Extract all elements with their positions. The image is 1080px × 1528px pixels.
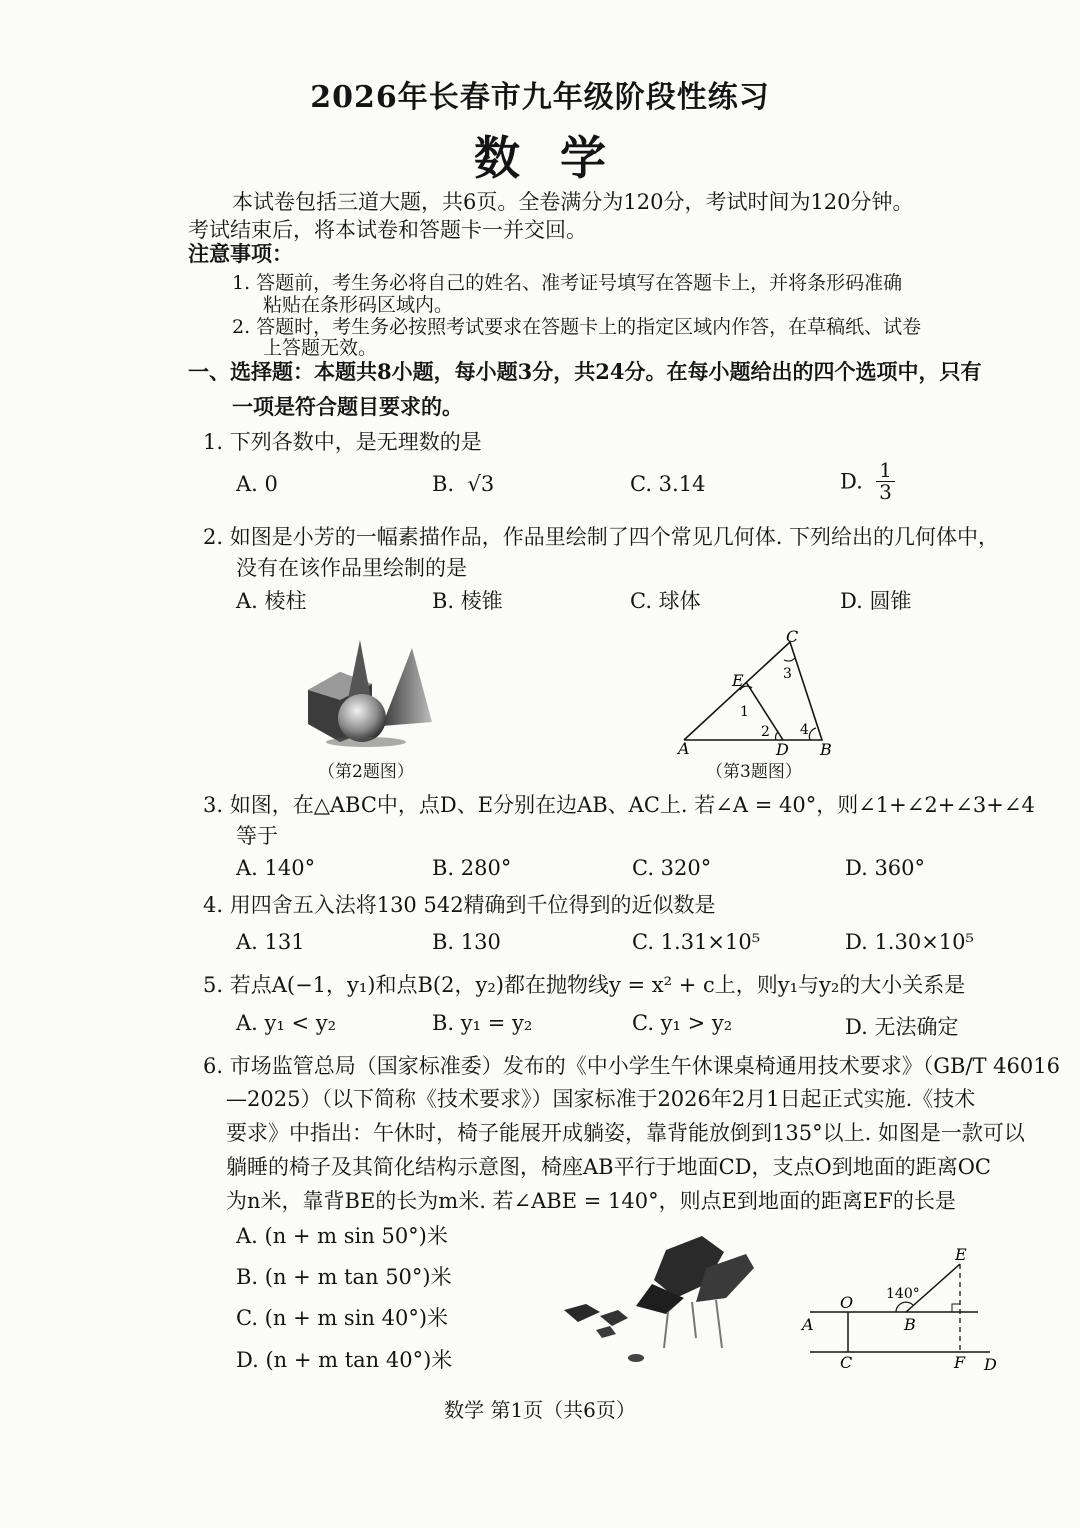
label-d: D xyxy=(984,1355,997,1374)
q4-option-d: D. 1.30×10⁵ xyxy=(845,930,974,954)
question-3-stem-1: 3. 如图，在△ABC中，点D、E分别在边AB、AC上. 若∠A = 40°，则∠1+∠2+∠3+∠4 xyxy=(203,793,1035,817)
figure-3-caption: （第3题图） xyxy=(706,762,802,782)
subject-title: 数学 xyxy=(474,131,646,185)
fraction-denominator: 3 xyxy=(879,480,892,504)
label-angle-4: 4 xyxy=(800,722,809,738)
fraction-one-third xyxy=(876,460,895,503)
q4-option-c: C. 1.31×10⁵ xyxy=(632,930,761,954)
label-angle-3: 3 xyxy=(783,666,792,682)
q5-option-c: C. y₁ > y₂ xyxy=(632,1011,733,1035)
label-angle-140: 140° xyxy=(886,1286,920,1302)
q1-option-a: A. 0 xyxy=(236,472,278,496)
question-4-stem: 4. 用四舍五入法将130 542精确到千位得到的近似数是 xyxy=(203,893,716,917)
chair-schematic xyxy=(800,1246,1010,1378)
triangle-figure xyxy=(670,628,850,760)
chair-leg xyxy=(716,1300,722,1348)
intro-line-2: 考试结束后，将本试卷和答题卡一并交回。 xyxy=(188,218,587,242)
question-6-line-5: 为n米，靠背BE的长为m米. 若∠ABE = 140°，则点E到地面的距离EF的长是 xyxy=(226,1189,956,1213)
q6-option-d: D. (n + m tan 40°)米 xyxy=(236,1348,453,1372)
q2-option-a: A. 棱柱 xyxy=(236,589,307,613)
q2-option-d: D. 圆锥 xyxy=(840,589,912,613)
shadow xyxy=(326,737,406,747)
exam-title: 2026年长春市九年级阶段性练习 xyxy=(310,80,770,115)
angle-2-arc xyxy=(775,732,778,740)
question-6-line-1: 6. 市场监管总局（国家标准委）发布的《中小学生午休课桌椅通用技术要求》（GB/T 46016 xyxy=(203,1054,1060,1078)
label-o: O xyxy=(840,1293,854,1312)
q3-option-c: C. 320° xyxy=(632,856,712,880)
note-1-line-2: 粘贴在条形码区域内。 xyxy=(263,294,454,316)
chair-footrest xyxy=(564,1304,600,1322)
q1-option-c: C. 3.14 xyxy=(630,472,706,496)
label-c: C xyxy=(840,1353,853,1372)
note-2-line-1: 2. 答题时，考生务必按照考试要求在答题卡上的指定区域内作答，在草稿纸、试卷 xyxy=(232,316,922,338)
label-d: D xyxy=(776,740,789,759)
q3-option-d: D. 360° xyxy=(845,856,926,880)
q1-option-b xyxy=(432,472,494,496)
q4-option-b: B. 130 xyxy=(432,930,501,954)
question-2-stem-2: 没有在该作品里绘制的是 xyxy=(236,556,467,580)
q3-option-a: A. 140° xyxy=(236,856,316,880)
section-1-heading-cont: 一项是符合题目要求的。 xyxy=(232,394,463,419)
chair-shadow xyxy=(628,1354,644,1362)
q2-option-c: C. 球体 xyxy=(630,589,701,613)
q5-option-b: B. y₁ = y₂ xyxy=(432,1011,533,1035)
section-1-heading: 一、选择题：本题共8小题，每小题3分，共24分。在每小题给出的四个选项中，只有 xyxy=(188,359,982,384)
question-1-stem: 1. 下列各数中，是无理数的是 xyxy=(203,430,482,454)
chair-leg xyxy=(692,1302,696,1338)
chair-footrest xyxy=(596,1326,616,1338)
question-3-stem-2: 等于 xyxy=(236,824,278,848)
question-5-stem: 5. 若点A(−1，y₁)和点B(2，y₂)都在抛物线y = x² + c上，则y₁与y₂的大小关系是 xyxy=(203,973,966,997)
intro-line-1: 本试卷包括三道大题，共6页。全卷满分为120分，考试时间为120分钟。 xyxy=(232,190,914,214)
q1-option-b-value: √3 xyxy=(467,472,495,496)
label-b: B xyxy=(820,740,832,759)
question-6-line-3: 要求》中指出：午休时，椅子能展开成躺姿，靠背能放倒到135°以上. 如图是一款可以 xyxy=(226,1121,1025,1145)
sketch-figure xyxy=(300,630,440,750)
q1-option-d-label: D. xyxy=(840,469,863,494)
q1-option-b-label: B. xyxy=(432,472,455,496)
label-b: B xyxy=(904,1315,916,1334)
label-a: A xyxy=(678,739,690,758)
chair-footrest xyxy=(600,1310,628,1326)
question-6-line-4: 躺睡的椅子及其简化结构示意图，椅座AB平行于地面CD，支点O到地面的距离OC xyxy=(226,1155,992,1179)
figure-2-caption: （第2题图） xyxy=(318,762,414,782)
q6-option-a: A. (n + m sin 50°)米 xyxy=(236,1224,448,1248)
chair-photo xyxy=(556,1228,766,1378)
question-6-line-2: —2025）（以下简称《技术要求》）国家标准于2026年2月1日起正式实施.《技术 xyxy=(226,1087,976,1111)
q6-option-b: B. (n + m tan 50°)米 xyxy=(236,1265,452,1289)
fraction-numerator: 1 xyxy=(876,460,895,482)
label-e: E xyxy=(955,1246,967,1264)
q5-option-d: D. 无法确定 xyxy=(845,1015,959,1039)
label-angle-2: 2 xyxy=(761,724,770,740)
q2-option-b: B. 棱锥 xyxy=(432,589,503,613)
q1-option-d xyxy=(840,460,895,503)
label-f: F xyxy=(954,1353,966,1372)
q3-option-b: B. 280° xyxy=(432,856,512,880)
sphere-shape xyxy=(338,694,386,742)
angle-4-arc xyxy=(809,728,816,740)
notes-heading: 注意事项： xyxy=(188,241,293,266)
chair-leg xyxy=(664,1312,668,1348)
angle-3-arc xyxy=(784,658,795,661)
label-angle-1: 1 xyxy=(740,704,749,720)
note-2-line-2: 上答题无效。 xyxy=(263,337,378,359)
q4-option-a: A. 131 xyxy=(236,930,305,954)
pyramid-shape xyxy=(382,648,432,726)
question-2-stem-1: 2. 如图是小芳的一幅素描作品，作品里绘制了四个常见几何体. 下列给出的几何体中， xyxy=(203,525,1000,549)
label-a: A xyxy=(802,1315,814,1334)
q6-option-c: C. (n + m sin 40°)米 xyxy=(236,1306,449,1330)
label-c: C xyxy=(786,628,799,646)
page-footer: 数学 第1页（共6页） xyxy=(444,1398,636,1422)
label-e: E xyxy=(732,671,744,690)
note-1-line-1: 1. 答题前，考生务必将自己的姓名、准考证号填写在答题卡上，并将条形码准确 xyxy=(232,272,903,294)
right-angle-mark xyxy=(952,1304,960,1312)
q5-option-a: A. y₁ < y₂ xyxy=(236,1011,337,1035)
